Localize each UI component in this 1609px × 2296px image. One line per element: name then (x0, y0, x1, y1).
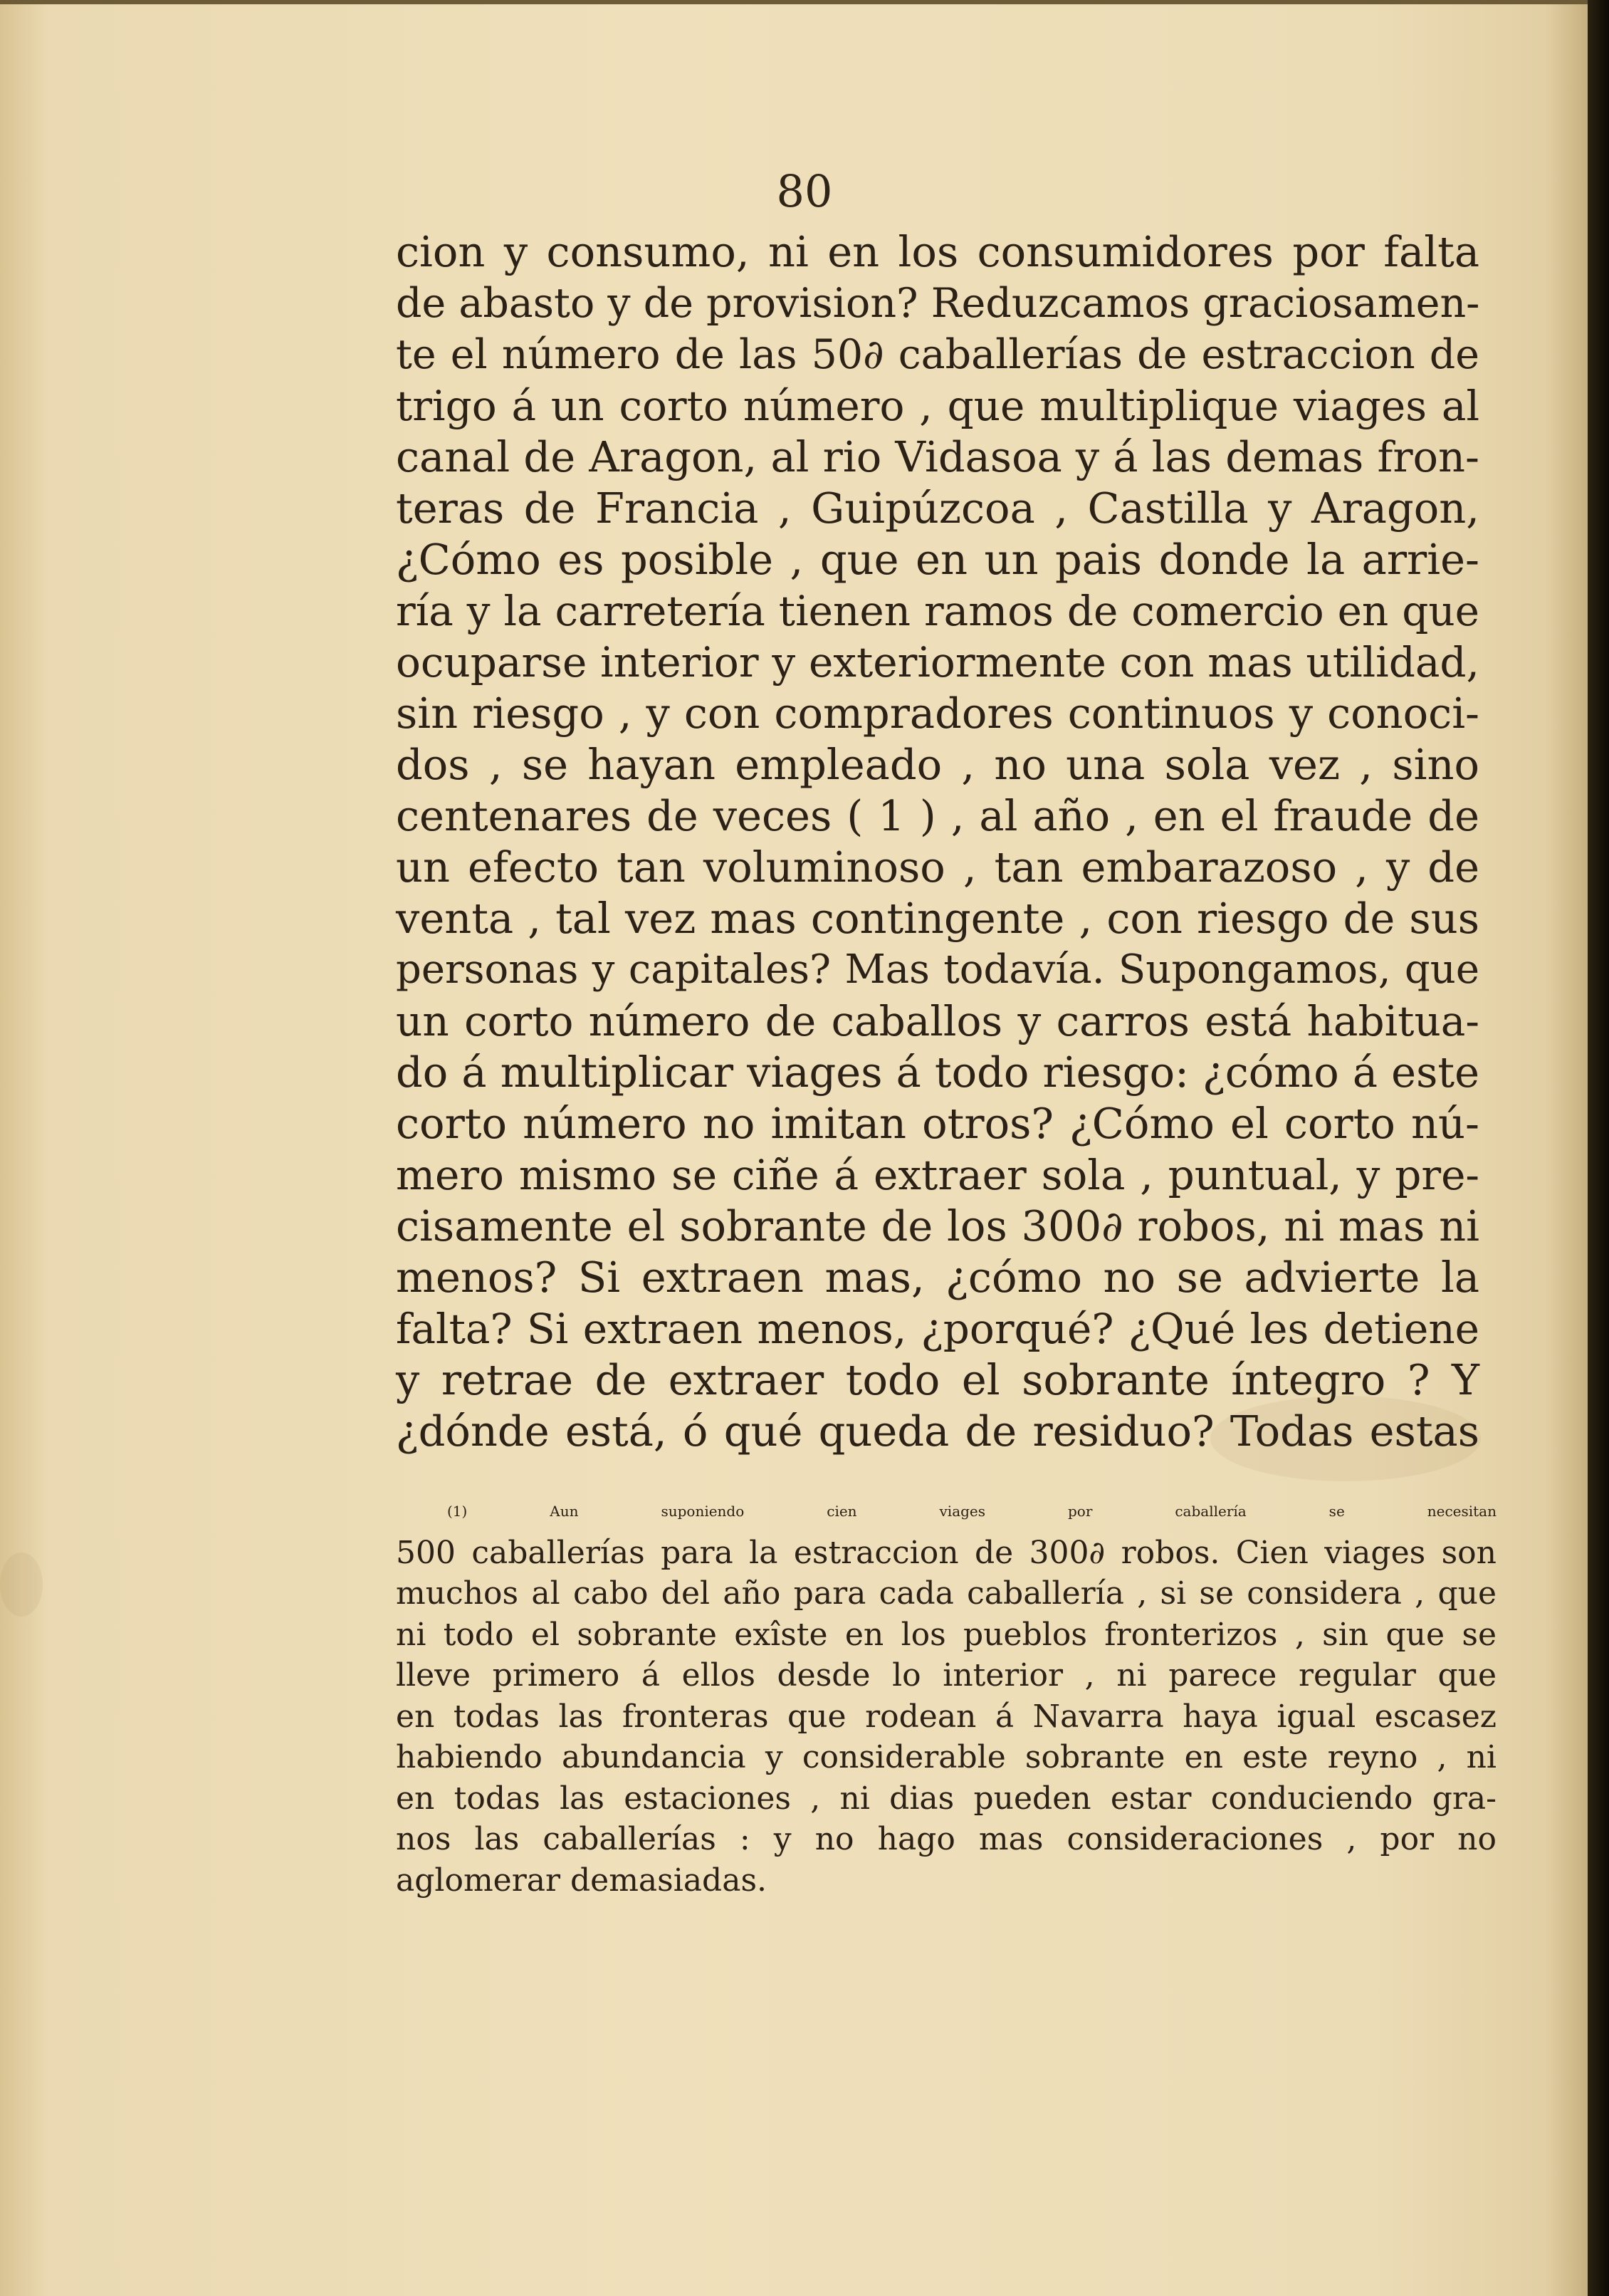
footnote-line: lleve primero á ellos desde lo interior , ni parece regular que (396, 1657, 1497, 1694)
footnote-line: (1) Aun suponiendo cien viages por caballería se necesitan (447, 1503, 1497, 1520)
text-line: un efecto tan voluminoso , tan embarazoso , y de (396, 842, 1479, 892)
text-line: do á multiplicar viages á todo riesgo: ¿cómo á este (396, 1048, 1479, 1097)
text-line: centenares de veces ( 1 ) , al año , en el fraude de (396, 791, 1479, 840)
text-line: personas y capitales? Mas todavía. Supongamos, que (396, 946, 1479, 993)
footnote-line: habiendo abundancia y considerable sobrante en este reyno , ni (396, 1739, 1497, 1775)
paper-stain (0, 1553, 43, 1617)
text-line: cisamente el sobrante de los 300∂ robos, ni mas ni (396, 1201, 1479, 1251)
text-line: mero mismo se ciñe á extraer sola , puntual, y pre- (396, 1151, 1479, 1199)
text-line: trigo á un corto número , que multiplique viages al (396, 382, 1479, 430)
text-line: venta , tal vez mas contingente , con riesgo de sus (396, 894, 1479, 943)
footnote-line: aglomerar demasiadas. (396, 1862, 767, 1899)
footnote-line: muchos al cabo del año para cada caballería , si se considera , que (396, 1575, 1497, 1612)
footnote-line: nos las caballerías : y no hago mas consideraciones , por no (396, 1821, 1497, 1857)
footnote-line: 500 caballerías para la estraccion de 300∂ robos. Cien viages son (396, 1534, 1497, 1571)
footnote-line: en todas las fronteras que rodean á Navarra haya igual escasez (396, 1698, 1497, 1735)
text-line: sin riesgo , y con compradores continuos y conoci- (396, 689, 1479, 738)
text-line: canal de Aragon, al rio Vidasoa y á las demas fron- (396, 432, 1479, 481)
footnote (396, 1491, 1497, 1901)
text-line: ¿Cómo es posible , que en un pais donde la arrie- (396, 535, 1479, 584)
text-line: ocuparse interior y exteriormente con mas utilidad, (396, 638, 1479, 687)
text-line: un corto número de caballos y carros está habitua- (396, 997, 1479, 1045)
main-text (396, 226, 1479, 1457)
footnote-line: ni todo el sobrante exîste en los pueblos fronterizos , sin que se (396, 1616, 1497, 1653)
text-line: teras de Francia , Guipúzcoa , Castilla y Aragon, (396, 484, 1479, 533)
text-line: menos? Si extraen mas, ¿cómo no se advierte la (396, 1253, 1479, 1302)
page-binding-shadow (1588, 0, 1609, 2296)
page-number: 80 (776, 165, 833, 217)
text-line: dos , se hayan empleado , no una sola vez , sino (396, 740, 1479, 789)
text-line: ¿dónde está, ó qué queda de residuo? Todas estas (396, 1407, 1479, 1456)
page-top-edge (0, 0, 1609, 4)
footnote-line: en todas las estaciones , ni dias pueden estar conduciendo gra- (396, 1780, 1497, 1817)
text-line: falta? Si extraen menos, ¿porqué? ¿Qué les detiene (396, 1305, 1479, 1353)
text-line: te el número de las 50∂ caballerías de estraccion de (396, 331, 1479, 378)
text-line: de abasto y de provision? Reduzcamos graciosamen- (396, 280, 1480, 327)
text-line: corto número no imitan otros? ¿Cómo el corto nú- (396, 1099, 1479, 1148)
text-line: ría y la carretería tienen ramos de comercio en que (396, 587, 1479, 635)
text-line: y retrae de extraer todo el sobrante íntegro ? Y (396, 1355, 1479, 1404)
text-line: cion y consumo, ni en los consumidores por falta (396, 227, 1479, 276)
